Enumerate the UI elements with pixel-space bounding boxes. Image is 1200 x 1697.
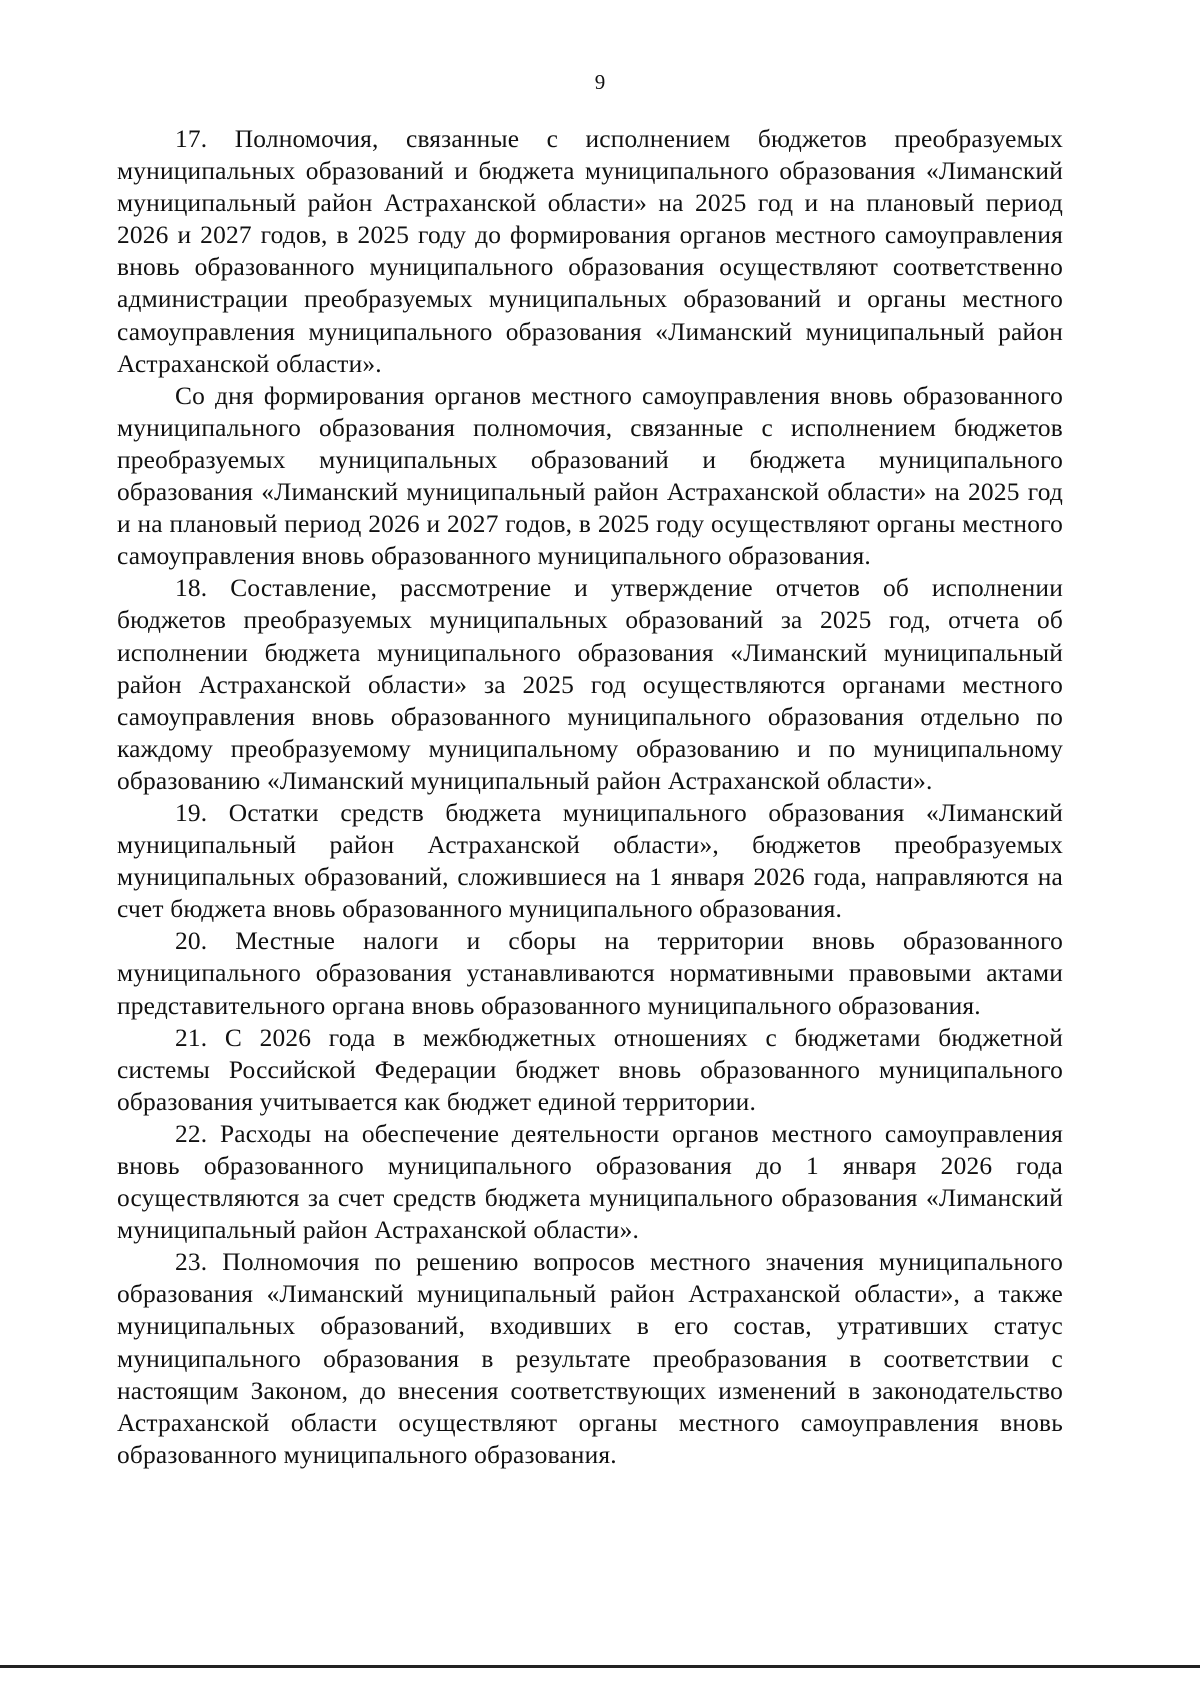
paragraph-20: 20. Местные налоги и сборы на территории вновь образованного муниципального образования устанавливаются нормативными правовыми актами представительного органа вновь образованного муниципального образования. — [117, 927, 1063, 1020]
paragraph-19: 19. Остатки средств бюджета муниципального образования «Лиманский муниципальный район Астраханской области», бюджетов преобразуемых муниципальных образований, сложившиеся на 1 января 2026 года, направляются на счет бюджета вновь образованного муниципального образования. — [117, 798, 1063, 924]
document-body — [117, 123, 1063, 1471]
paragraph-18: 18. Составление, рассмотрение и утверждение отчетов об исполнении бюджетов преобразуемых муниципальных образований за 2025 год, отчета об исполнении бюджета муниципального образования «Лиманский муниципальный район Астраханской области» за 2025 год осуществляются органами местного самоуправления вновь образованного муниципального образования отдельно по каждому преобразуемому муниципальному образованию и по муниципальному образованию «Лиманский муниципальный район Астраханской области». — [117, 574, 1063, 795]
page-number: 9 — [594, 70, 606, 94]
paragraph-21: 21. С 2026 года в межбюджетных отношениях с бюджетами бюджетной системы Российской Федерации бюджет вновь образованного муниципального образования учитывается как бюджет единой территории. — [117, 1023, 1063, 1116]
paragraph-17: 17. Полномочия, связанные с исполнением бюджетов преобразуемых муниципальных образований и бюджета муниципального образования «Лиманский муниципальный район Астраханской области» на 2025 год и на плановый период 2026 и 2027 годов, в 2025 году до формирования органов местного самоуправления вновь образованного муниципального образования осуществляют соответственно администрации преобразуемых муниципальных образований и органы местного самоуправления муниципального образования «Лиманский муниципальный район Астраханской области». — [117, 125, 1063, 378]
bottom-divider — [0, 1665, 1200, 1668]
paragraph-23: 23. Полномочия по решению вопросов местного значения муниципального образования «Лиманский муниципальный район Астраханской области», а также муниципальных образований, входивших в его состав, утративших статус муниципального образования в результате преобразования в соответствии с настоящим Законом, до внесения соответствующих изменений в законодательство Астраханской области осуществляют органы местного самоуправления вновь образованного муниципального образования. — [117, 1248, 1063, 1469]
paragraph-22: 22. Расходы на обеспечение деятельности органов местного самоуправления вновь образованного муниципального образования до 1 января 2026 года осуществляются за счет средств бюджета муниципального образования «Лиманский муниципальный район Астраханской области». — [117, 1119, 1063, 1245]
paragraph-17-continued: Со дня формирования органов местного самоуправления вновь образованного муниципального образования полномочия, связанные с исполнением бюджетов преобразуемых муниципальных образований и бюджета муниципального образования «Лиманский муниципальный район Астраханской области» на 2025 год и на плановый период 2026 и 2027 годов, в 2025 году осуществляют органы местного самоуправления вновь образованного муниципального образования. — [117, 381, 1063, 571]
